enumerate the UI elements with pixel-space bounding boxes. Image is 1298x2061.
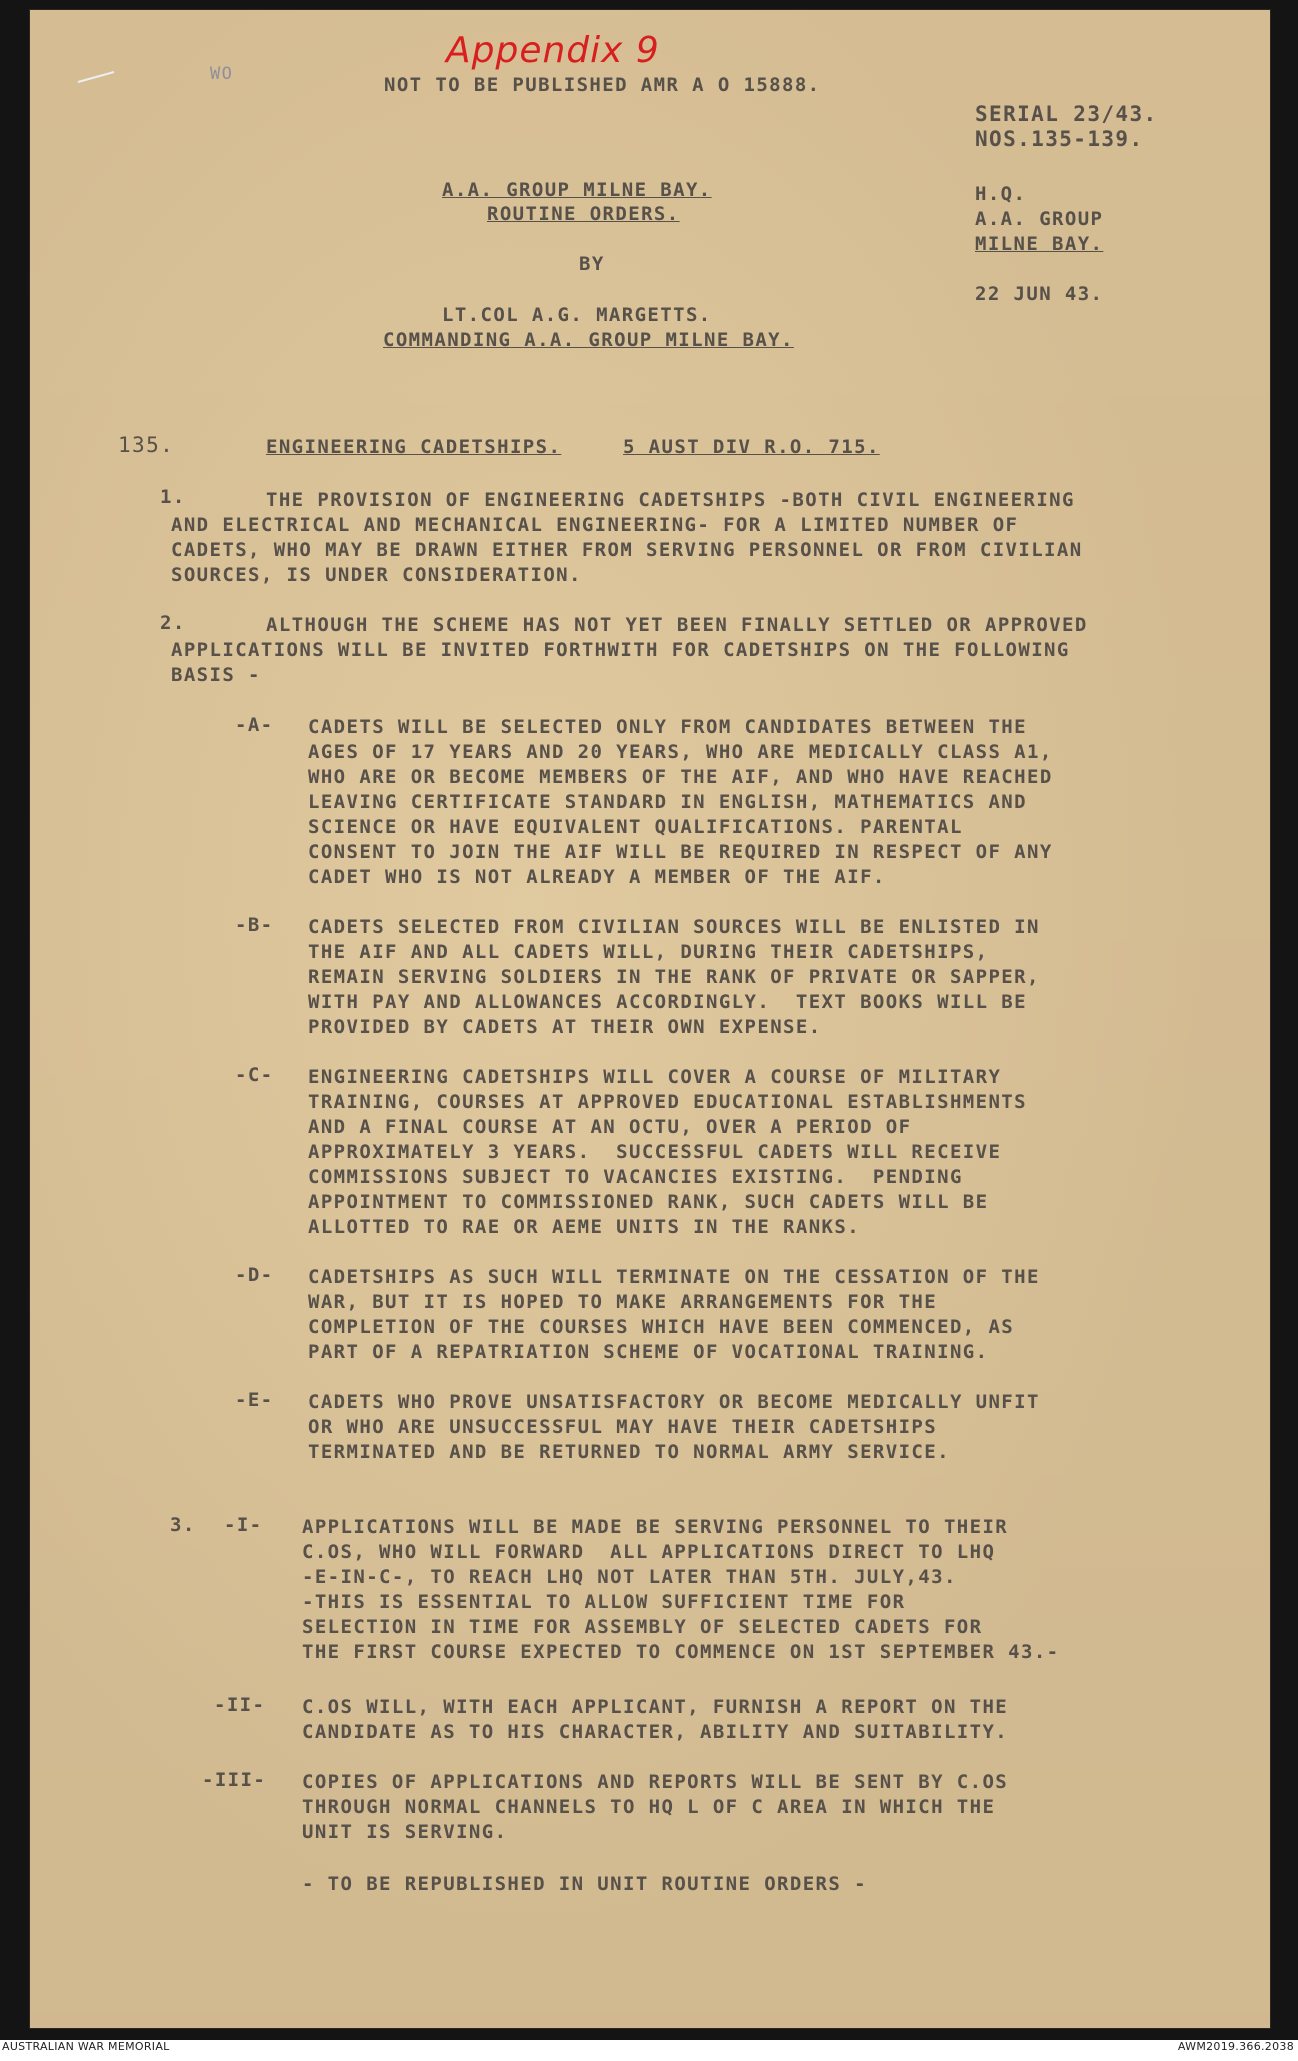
- subpara-a-label: -A-: [235, 714, 274, 736]
- subpara-a-line: CADETS WILL BE SELECTED ONLY FROM CANDIDATES BETWEEN THE: [308, 716, 1027, 738]
- subpara-iii-line: UNIT IS SERVING.: [302, 1821, 508, 1843]
- subpara-e-line: OR WHO ARE UNSUCCESSFUL MAY HAVE THEIR CADETSHIPS: [308, 1416, 938, 1438]
- subpara-iii-line: THROUGH NORMAL CHANNELS TO HQ L OF C AREA IN WHICH THE: [302, 1796, 996, 1818]
- subpara-d-label: -D-: [235, 1264, 274, 1286]
- subpara-ii-label: -II-: [214, 1694, 266, 1716]
- subpara-ii-line: CANDIDATE AS TO HIS CHARACTER, ABILITY AND SUITABILITY.: [302, 1721, 1009, 1743]
- subpara-i-line: SELECTION IN TIME FOR ASSEMBLY OF SELECTED CADETS FOR: [302, 1616, 983, 1638]
- para3-number: 3.: [170, 1514, 196, 1536]
- archive-name: AUSTRALIAN WAR MEMORIAL: [2, 2040, 170, 2053]
- subpara-e-line: TERMINATED AND BE RETURNED TO NORMAL ARMY SERVICE.: [308, 1441, 950, 1463]
- subpara-a-line: WHO ARE OR BECOME MEMBERS OF THE AIF, AND WHO HAVE REACHED: [308, 766, 1053, 788]
- subpara-i-label: -I-: [224, 1514, 263, 1536]
- para1-line: CADETS, WHO MAY BE DRAWN EITHER FROM SERVING PERSONNEL OR FROM CIVILIAN: [171, 539, 1083, 561]
- subpara-a-line: CONSENT TO JOIN THE AIF WILL BE REQUIRED IN RESPECT OF ANY: [308, 841, 1053, 863]
- pencil-mark: WO: [210, 64, 234, 84]
- hq-line-3: MILNE BAY.: [975, 233, 1104, 255]
- subpara-a-line: LEAVING CERTIFICATE STANDARD IN ENGLISH, MATHEMATICS AND: [308, 791, 1027, 813]
- subpara-c-line: TRAINING, COURSES AT APPROVED EDUCATIONAL ESTABLISHMENTS: [308, 1091, 1027, 1113]
- subpara-c-line: COMMISSIONS SUBJECT TO VACANCIES EXISTING. PENDING: [308, 1166, 963, 1188]
- subpara-i-line: -THIS IS ESSENTIAL TO ALLOW SUFFICIENT TIME FOR: [302, 1591, 906, 1613]
- closing-instruction: - TO BE REPUBLISHED IN UNIT ROUTINE ORDERS -: [302, 1873, 867, 1895]
- group-title: A.A. GROUP MILNE BAY.: [442, 179, 712, 201]
- para2-line: BASIS -: [171, 664, 261, 686]
- subpara-e-label: -E-: [235, 1389, 274, 1411]
- subpara-b-line: THE AIF AND ALL CADETS WILL, DURING THEIR CADETSHIPS,: [308, 941, 989, 963]
- para2-number: 2.: [160, 612, 186, 634]
- handwritten-appendix-note: Appendix 9: [446, 30, 660, 71]
- subpara-d-line: WAR, BUT IT IS HOPED TO MAKE ARRANGEMENTS FOR THE: [308, 1291, 938, 1313]
- subpara-a-line: AGES OF 17 YEARS AND 20 YEARS, WHO ARE MEDICALLY CLASS A1,: [308, 741, 1053, 763]
- para1-number: 1.: [160, 486, 186, 508]
- subpara-c-line: ENGINEERING CADETSHIPS WILL COVER A COURSE OF MILITARY: [308, 1066, 1002, 1088]
- para1-line: THE PROVISION OF ENGINEERING CADETSHIPS -BOTH CIVIL ENGINEERING: [266, 489, 1075, 511]
- order-heading: ENGINEERING CADETSHIPS.: [266, 436, 562, 458]
- para1-line: SOURCES, IS UNDER CONSIDERATION.: [171, 564, 582, 586]
- subpara-a-line: SCIENCE OR HAVE EQUIVALENT QUALIFICATIONS. PARENTAL: [308, 816, 963, 838]
- serial-number: SERIAL 23/43.: [975, 102, 1158, 126]
- subpara-b-line: PROVIDED BY CADETS AT THEIR OWN EXPENSE.: [308, 1016, 822, 1038]
- order-number: 135.: [118, 433, 175, 457]
- subpara-iii-label: -III-: [202, 1769, 267, 1791]
- subpara-b-line: WITH PAY AND ALLOWANCES ACCORDINGLY. TEXT BOOKS WILL BE: [308, 991, 1027, 1013]
- subpara-b-label: -B-: [235, 914, 274, 936]
- para1-line: AND ELECTRICAL AND MECHANICAL ENGINEERING- FOR A LIMITED NUMBER OF: [171, 514, 1019, 536]
- subpara-d-line: PART OF A REPATRIATION SCHEME OF VOCATIONAL TRAINING.: [308, 1341, 989, 1363]
- subpara-i-line: APPLICATIONS WILL BE MADE BE SERVING PERSONNEL TO THEIR: [302, 1516, 1009, 1538]
- subpara-d-line: CADETSHIPS AS SUCH WILL TERMINATE ON THE CESSATION OF THE: [308, 1266, 1040, 1288]
- ink-scratch-mark: [76, 70, 116, 84]
- archive-footer: [0, 2040, 1298, 2061]
- hq-line-2: A.A. GROUP: [975, 208, 1104, 230]
- subpara-c-line: ALLOTTED TO RAE OR AEME UNITS IN THE RANKS.: [308, 1216, 861, 1238]
- subpara-c-label: -C-: [235, 1064, 274, 1086]
- subpara-c-line: APPROXIMATELY 3 YEARS. SUCCESSFUL CADETS WILL RECEIVE: [308, 1141, 1002, 1163]
- hq-line-1: H.Q.: [975, 183, 1027, 205]
- archive-reference: AWM2019.366.2038: [1177, 2040, 1294, 2053]
- order-reference: 5 AUST DIV R.O. 715.: [623, 436, 880, 458]
- subpara-i-line: THE FIRST COURSE EXPECTED TO COMMENCE ON 1ST SEPTEMBER 43.-: [302, 1641, 1060, 1663]
- by-label: BY: [579, 253, 605, 275]
- subpara-b-line: CADETS SELECTED FROM CIVILIAN SOURCES WILL BE ENLISTED IN: [308, 916, 1040, 938]
- order-numbers: NOS.135-139.: [975, 127, 1144, 151]
- subpara-ii-line: C.OS WILL, WITH EACH APPLICANT, FURNISH A REPORT ON THE: [302, 1696, 1009, 1718]
- subpara-b-line: REMAIN SERVING SOLDIERS IN THE RANK OF PRIVATE OR SAPPER,: [308, 966, 1040, 988]
- order-date: 22 JUN 43.: [975, 283, 1104, 305]
- subpara-c-line: APPOINTMENT TO COMMISSIONED RANK, SUCH CADETS WILL BE: [308, 1191, 989, 1213]
- subpara-c-line: AND A FINAL COURSE AT AN OCTU, OVER A PERIOD OF: [308, 1116, 912, 1138]
- subpara-d-line: COMPLETION OF THE COURSES WHICH HAVE BEEN COMMENCED, AS: [308, 1316, 1015, 1338]
- subpara-e-line: CADETS WHO PROVE UNSATISFACTORY OR BECOME MEDICALLY UNFIT: [308, 1391, 1040, 1413]
- officer-command: COMMANDING A.A. GROUP MILNE BAY.: [383, 329, 794, 351]
- officer-name: LT.COL A.G. MARGETTS.: [442, 304, 712, 326]
- subpara-i-line: -E-IN-C-, TO REACH LHQ NOT LATER THAN 5TH. JULY,43.: [302, 1566, 957, 1588]
- para2-line: ALTHOUGH THE SCHEME HAS NOT YET BEEN FINALLY SETTLED OR APPROVED: [266, 614, 1088, 636]
- publication-notice: NOT TO BE PUBLISHED AMR A O 15888.: [384, 74, 821, 96]
- subpara-i-line: C.OS, WHO WILL FORWARD ALL APPLICATIONS DIRECT TO LHQ: [302, 1541, 996, 1563]
- subpara-iii-line: COPIES OF APPLICATIONS AND REPORTS WILL BE SENT BY C.OS: [302, 1771, 1009, 1793]
- subpara-a-line: CADET WHO IS NOT ALREADY A MEMBER OF THE AIF.: [308, 866, 886, 888]
- document-page: [30, 10, 1270, 2028]
- routine-orders-title: ROUTINE ORDERS.: [487, 203, 680, 225]
- para2-line: APPLICATIONS WILL BE INVITED FORTHWITH FOR CADETSHIPS ON THE FOLLOWING: [171, 639, 1070, 661]
